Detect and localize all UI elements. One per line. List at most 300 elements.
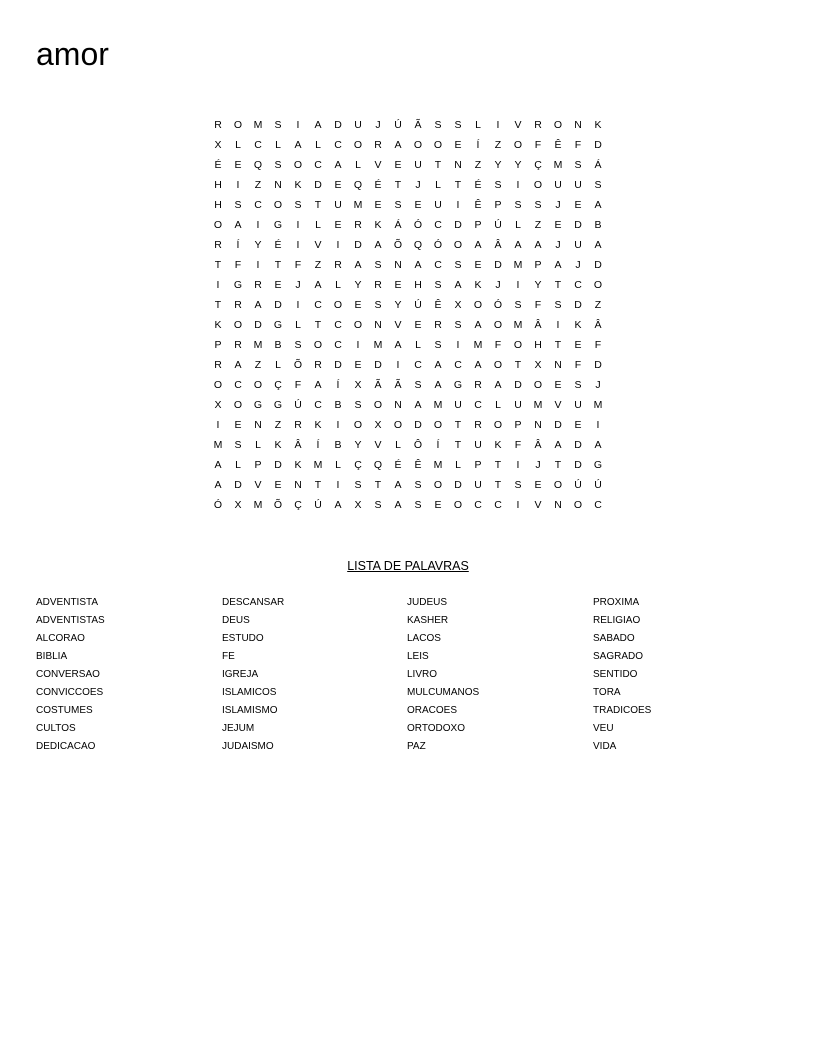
grid-letter: D xyxy=(234,479,242,491)
grid-letter: I xyxy=(456,199,460,211)
grid-letter: H xyxy=(214,179,222,191)
grid-letter: Ê xyxy=(434,299,442,311)
grid-letter: D xyxy=(334,119,342,131)
grid-letter: P xyxy=(514,419,522,431)
grid-letter: T xyxy=(274,259,282,271)
grid-letter: L xyxy=(395,439,401,451)
grid-letter: É xyxy=(394,459,402,471)
grid-letter: X xyxy=(214,399,222,411)
grid-letter: V xyxy=(374,439,382,451)
grid-letter: N xyxy=(574,119,582,131)
grid-letter: Ó xyxy=(433,239,443,251)
grid-letter: R xyxy=(234,299,242,311)
word-list-item: IGREJA xyxy=(222,669,259,680)
grid-letter: M xyxy=(433,399,443,411)
grid-letter: T xyxy=(554,339,562,351)
grid-letter: M xyxy=(253,499,263,511)
grid-letter: A xyxy=(594,439,602,451)
grid-letter: R xyxy=(214,359,222,371)
grid-letter: C xyxy=(454,359,462,371)
grid-letter: S xyxy=(454,119,462,131)
grid-letter: A xyxy=(434,379,442,391)
grid-letter: H xyxy=(534,339,542,351)
word-list-item: KASHER xyxy=(407,615,449,626)
grid-letter: L xyxy=(495,399,501,411)
grid-letter: Z xyxy=(534,219,542,231)
grid-letter: E xyxy=(574,199,582,211)
grid-letter: J xyxy=(415,179,421,191)
grid-letter: S xyxy=(434,339,442,351)
grid-letter: M xyxy=(213,439,223,451)
grid-letter: D xyxy=(454,479,462,491)
word-list-title: LISTA DE PALAVRAS xyxy=(347,559,469,573)
grid-letter: F xyxy=(574,139,582,151)
grid-letter: E xyxy=(574,339,582,351)
grid-letter: N xyxy=(394,399,402,411)
word-list-item: JUDAISMO xyxy=(222,741,274,752)
grid-letter: U xyxy=(574,179,582,191)
grid-letter: O xyxy=(293,159,303,171)
grid-letter: Z xyxy=(254,179,262,191)
grid-letter: Ê xyxy=(474,199,482,211)
grid-letter: E xyxy=(234,159,242,171)
word-list-item: DESCANSAR xyxy=(222,597,285,608)
grid-letter: R xyxy=(334,259,342,271)
grid-letter: Y xyxy=(534,279,542,291)
grid-letter: I xyxy=(396,359,400,371)
grid-letter: O xyxy=(473,299,483,311)
grid-letter: É xyxy=(474,179,482,191)
word-list-item: MULCUMANOS xyxy=(407,687,480,698)
grid-letter: U xyxy=(334,199,342,211)
grid-letter: C xyxy=(314,399,322,411)
grid-letter: T xyxy=(554,279,562,291)
grid-letter: O xyxy=(553,119,563,131)
grid-letter: Ó xyxy=(493,299,503,311)
grid-letter: Z xyxy=(594,299,602,311)
grid-letter: A xyxy=(534,239,542,251)
word-list-item: SENTIDO xyxy=(593,669,638,680)
grid-letter: F xyxy=(514,439,522,451)
grid-letter: T xyxy=(314,319,322,331)
grid-letter: G xyxy=(253,399,263,411)
grid-letter: S xyxy=(394,199,402,211)
grid-letter: I xyxy=(296,119,300,131)
grid-letter: J xyxy=(575,259,581,271)
grid-letter: X xyxy=(234,499,242,511)
grid-letter: O xyxy=(353,319,363,331)
grid-letter: R xyxy=(354,219,362,231)
grid-letter: O xyxy=(493,319,503,331)
grid-letter: T xyxy=(214,299,222,311)
grid-letter: M xyxy=(253,339,263,351)
grid-letter: G xyxy=(593,459,603,471)
grid-letter: L xyxy=(235,139,241,151)
grid-letter: Ú xyxy=(314,499,322,511)
grid-letter: K xyxy=(214,319,222,331)
grid-letter: I xyxy=(236,179,240,191)
grid-letter: K xyxy=(574,319,582,331)
grid-letter: A xyxy=(234,219,242,231)
grid-letter: S xyxy=(414,379,422,391)
grid-letter: Ú xyxy=(294,399,302,411)
word-list-item: CONVERSAO xyxy=(36,669,100,680)
grid-letter: Q xyxy=(373,459,383,471)
grid-letter: Ú xyxy=(394,119,402,131)
grid-letter: L xyxy=(455,459,461,471)
grid-letter: Q xyxy=(253,159,263,171)
grid-letter: S xyxy=(354,399,362,411)
grid-letter: Ã xyxy=(414,119,422,131)
grid-letter: A xyxy=(234,359,242,371)
grid-letter: Õ xyxy=(393,239,403,251)
grid-letter: E xyxy=(474,259,482,271)
grid-letter: R xyxy=(214,119,222,131)
grid-letter: Ó xyxy=(213,499,223,511)
grid-letter: F xyxy=(294,379,302,391)
word-list-item: LEIS xyxy=(407,651,429,662)
grid-letter: C xyxy=(474,399,482,411)
grid-letter: O xyxy=(393,419,403,431)
grid-letter: L xyxy=(275,359,281,371)
grid-letter: D xyxy=(314,179,322,191)
grid-letter: S xyxy=(234,199,242,211)
grid-letter: N xyxy=(274,179,282,191)
grid-letter: D xyxy=(374,359,382,371)
grid-letter: A xyxy=(334,499,342,511)
grid-letter: T xyxy=(314,479,322,491)
grid-letter: A xyxy=(314,379,322,391)
grid-letter: S xyxy=(414,479,422,491)
word-list-item: COSTUMES xyxy=(36,705,93,716)
word-list-item: VEU xyxy=(593,723,614,734)
grid-letter: V xyxy=(514,119,522,131)
grid-letter: O xyxy=(453,239,463,251)
grid-letter: I xyxy=(516,279,520,291)
grid-letter: O xyxy=(453,499,463,511)
grid-letter: C xyxy=(594,499,602,511)
grid-letter: U xyxy=(474,439,482,451)
grid-letter: S xyxy=(274,119,282,131)
word-list-item: ALCORAO xyxy=(36,633,85,644)
grid-letter: N xyxy=(534,419,542,431)
grid-letter: V xyxy=(374,159,382,171)
grid-letter: T xyxy=(494,479,502,491)
grid-letter: J xyxy=(535,459,541,471)
grid-letter: J xyxy=(555,239,561,251)
grid-letter: E xyxy=(334,219,342,231)
grid-letter: Ç xyxy=(354,459,362,471)
grid-letter: M xyxy=(313,459,323,471)
word-list-item: ISLAMISMO xyxy=(222,705,278,716)
grid-letter: D xyxy=(594,139,602,151)
grid-letter: A xyxy=(554,259,562,271)
grid-letter: S xyxy=(434,119,442,131)
grid-letter: I xyxy=(296,239,300,251)
grid-letter: S xyxy=(234,439,242,451)
grid-letter: A xyxy=(414,259,422,271)
grid-letter: E xyxy=(354,359,362,371)
grid-letter: I xyxy=(496,119,500,131)
grid-letter: K xyxy=(294,459,302,471)
grid-letter: R xyxy=(434,319,442,331)
grid-letter: C xyxy=(254,199,262,211)
word-search-grid xyxy=(208,115,608,515)
grid-letter: O xyxy=(213,379,223,391)
grid-letter: C xyxy=(414,359,422,371)
grid-letter: I xyxy=(356,339,360,351)
grid-letter: S xyxy=(534,199,542,211)
grid-letter: R xyxy=(214,239,222,251)
grid-letter: D xyxy=(354,239,362,251)
grid-letter: T xyxy=(494,459,502,471)
grid-letter: T xyxy=(514,359,522,371)
grid-letter: Q xyxy=(353,179,363,191)
grid-letter: K xyxy=(494,439,502,451)
grid-letter: C xyxy=(574,279,582,291)
grid-letter: I xyxy=(296,299,300,311)
word-list-item: DEDICACAO xyxy=(36,741,96,752)
grid-letter: O xyxy=(213,219,223,231)
grid-letter: M xyxy=(253,119,263,131)
word-list-item: ESTUDO xyxy=(222,633,264,644)
grid-letter: Ç xyxy=(294,499,302,511)
grid-letter: F xyxy=(534,299,542,311)
grid-letter: P xyxy=(494,199,502,211)
grid-letter: T xyxy=(454,419,462,431)
grid-letter: S xyxy=(294,199,302,211)
grid-letter: C xyxy=(474,499,482,511)
word-list-column-2 xyxy=(222,594,402,756)
grid-letter: O xyxy=(353,139,363,151)
grid-letter: D xyxy=(494,259,502,271)
word-list-item: ADVENTISTAS xyxy=(36,615,105,626)
grid-letter: A xyxy=(394,139,402,151)
grid-letter: C xyxy=(494,499,502,511)
grid-letter: Â xyxy=(534,319,542,331)
grid-letter: J xyxy=(295,279,301,291)
grid-letter: S xyxy=(374,259,382,271)
grid-letter: S xyxy=(554,299,562,311)
grid-letter: Ú xyxy=(414,299,422,311)
grid-letter: A xyxy=(374,239,382,251)
grid-letter: O xyxy=(233,399,243,411)
grid-letter: C xyxy=(334,319,342,331)
grid-letter: D xyxy=(574,439,582,451)
page-title: amor xyxy=(36,36,109,72)
word-list-item: ADVENTISTA xyxy=(36,597,99,608)
grid-letter: O xyxy=(573,499,583,511)
grid-letter: Á xyxy=(394,219,402,231)
grid-letter: Ê xyxy=(414,459,422,471)
grid-letter: K xyxy=(474,279,482,291)
grid-letter: Y xyxy=(254,239,262,251)
word-list-item: ORACOES xyxy=(407,705,458,716)
grid-letter: L xyxy=(295,319,301,331)
grid-letter: O xyxy=(533,379,543,391)
grid-letter: T xyxy=(314,199,322,211)
grid-letter: A xyxy=(394,339,402,351)
grid-letter: J xyxy=(495,279,501,291)
grid-letter: A xyxy=(394,479,402,491)
grid-letter: O xyxy=(233,119,243,131)
grid-letter: E xyxy=(554,219,562,231)
grid-letter: I xyxy=(516,179,520,191)
grid-letter: S xyxy=(374,299,382,311)
grid-letter: A xyxy=(514,239,522,251)
grid-letter: Z xyxy=(254,359,262,371)
grid-letter: U xyxy=(434,199,442,211)
grid-letter: D xyxy=(514,379,522,391)
word-list-column-3 xyxy=(407,594,587,756)
grid-letter: I xyxy=(216,279,220,291)
word-list-item: BIBLIA xyxy=(36,651,68,662)
grid-letter: N xyxy=(254,419,262,431)
grid-letter: T xyxy=(214,259,222,271)
grid-letter: F xyxy=(234,259,242,271)
grid-letter: M xyxy=(553,159,563,171)
grid-letter: E xyxy=(274,279,282,291)
grid-letter: O xyxy=(313,339,323,351)
grid-letter: S xyxy=(294,339,302,351)
grid-letter: R xyxy=(314,359,322,371)
grid-letter: S xyxy=(494,179,502,191)
grid-letter: C xyxy=(334,339,342,351)
grid-letter: G xyxy=(233,279,243,291)
grid-letter: M xyxy=(513,319,523,331)
grid-letter: B xyxy=(334,399,342,411)
grid-letter: S xyxy=(374,499,382,511)
grid-letter: E xyxy=(534,479,542,491)
grid-letter: X xyxy=(534,359,542,371)
grid-letter: V xyxy=(254,479,262,491)
word-list-item: TORA xyxy=(593,687,621,698)
grid-letter: V xyxy=(394,319,402,331)
grid-letter: P xyxy=(214,339,222,351)
grid-letter: S xyxy=(514,479,522,491)
word-list-item: FE xyxy=(222,651,235,662)
grid-letter: Ê xyxy=(554,139,562,151)
grid-letter: Â xyxy=(534,439,542,451)
grid-letter: I xyxy=(516,499,520,511)
word-list-item: DEUS xyxy=(222,615,250,626)
grid-letter: D xyxy=(574,459,582,471)
grid-letter: L xyxy=(335,279,341,291)
grid-letter: L xyxy=(255,439,261,451)
grid-letter: U xyxy=(514,399,522,411)
grid-letter: N xyxy=(294,479,302,491)
grid-letter: O xyxy=(593,279,603,291)
grid-letter: F xyxy=(574,359,582,371)
grid-letter: M xyxy=(533,399,543,411)
grid-letter: Á xyxy=(594,159,602,171)
grid-letter: Z xyxy=(474,159,482,171)
grid-letter: Q xyxy=(413,239,423,251)
word-list-item: LIVRO xyxy=(407,669,438,680)
grid-letter: Ú xyxy=(574,479,582,491)
grid-letter: I xyxy=(456,339,460,351)
grid-letter: C xyxy=(314,299,322,311)
grid-letter: C xyxy=(434,219,442,231)
grid-letter: Í xyxy=(236,239,240,251)
grid-letter: Z xyxy=(314,259,322,271)
grid-letter: X xyxy=(214,139,222,151)
grid-letter: N xyxy=(394,259,402,271)
grid-letter: D xyxy=(274,299,282,311)
word-list-item: VIDA xyxy=(593,741,617,752)
grid-letter: V xyxy=(534,499,542,511)
grid-letter: X xyxy=(374,419,382,431)
word-list-item: LACOS xyxy=(407,633,441,644)
grid-letter: M xyxy=(373,339,383,351)
grid-letter: D xyxy=(454,219,462,231)
grid-letter: Y xyxy=(354,439,362,451)
grid-letter: A xyxy=(474,359,482,371)
grid-letter: E xyxy=(554,379,562,391)
word-list-item: CONVICCOES xyxy=(36,687,104,698)
grid-letter: O xyxy=(373,399,383,411)
grid-letter: Y xyxy=(394,299,402,311)
grid-letter: S xyxy=(434,279,442,291)
grid-letter: D xyxy=(594,359,602,371)
grid-letter: X xyxy=(354,499,362,511)
grid-letter: D xyxy=(334,359,342,371)
grid-letter: R xyxy=(254,279,262,291)
grid-letter: E xyxy=(454,139,462,151)
grid-letter: A xyxy=(434,359,442,371)
grid-letter: O xyxy=(433,419,443,431)
grid-letter: C xyxy=(334,139,342,151)
grid-letter: R xyxy=(374,279,382,291)
word-list-item: TRADICOES xyxy=(593,705,652,716)
word-list-item: RELIGIAO xyxy=(593,615,641,626)
grid-letter: O xyxy=(553,479,563,491)
grid-letter: L xyxy=(315,219,321,231)
grid-letter: A xyxy=(594,199,602,211)
word-list-item: SAGRADO xyxy=(593,651,644,662)
grid-letter: P xyxy=(254,459,262,471)
grid-letter: U xyxy=(554,179,562,191)
grid-letter: D xyxy=(594,259,602,271)
grid-letter: L xyxy=(435,179,441,191)
grid-letter: S xyxy=(514,199,522,211)
grid-letter: B xyxy=(334,439,342,451)
grid-letter: Í xyxy=(476,139,480,151)
word-list-item: JEJUM xyxy=(222,723,255,734)
grid-letter: O xyxy=(353,419,363,431)
grid-letter: K xyxy=(594,119,602,131)
word-list-item: PROXIMA xyxy=(593,597,640,608)
grid-letter: A xyxy=(294,139,302,151)
grid-letter: U xyxy=(414,159,422,171)
grid-letter: O xyxy=(253,379,263,391)
grid-letter: O xyxy=(513,139,523,151)
word-list-item: JUDEUS xyxy=(407,597,448,608)
grid-letter: L xyxy=(235,459,241,471)
grid-letter: M xyxy=(473,339,483,351)
grid-letter: T xyxy=(394,179,402,191)
grid-letter: Y xyxy=(354,279,362,291)
grid-letter: R xyxy=(294,419,302,431)
grid-letter: A xyxy=(414,399,422,411)
grid-letter: X xyxy=(454,299,462,311)
grid-letter: P xyxy=(474,219,482,231)
grid-letter: B xyxy=(594,219,602,231)
grid-letter: N xyxy=(374,319,382,331)
grid-letter: A xyxy=(394,499,402,511)
grid-letter: T xyxy=(554,459,562,471)
grid-letter: D xyxy=(274,459,282,471)
